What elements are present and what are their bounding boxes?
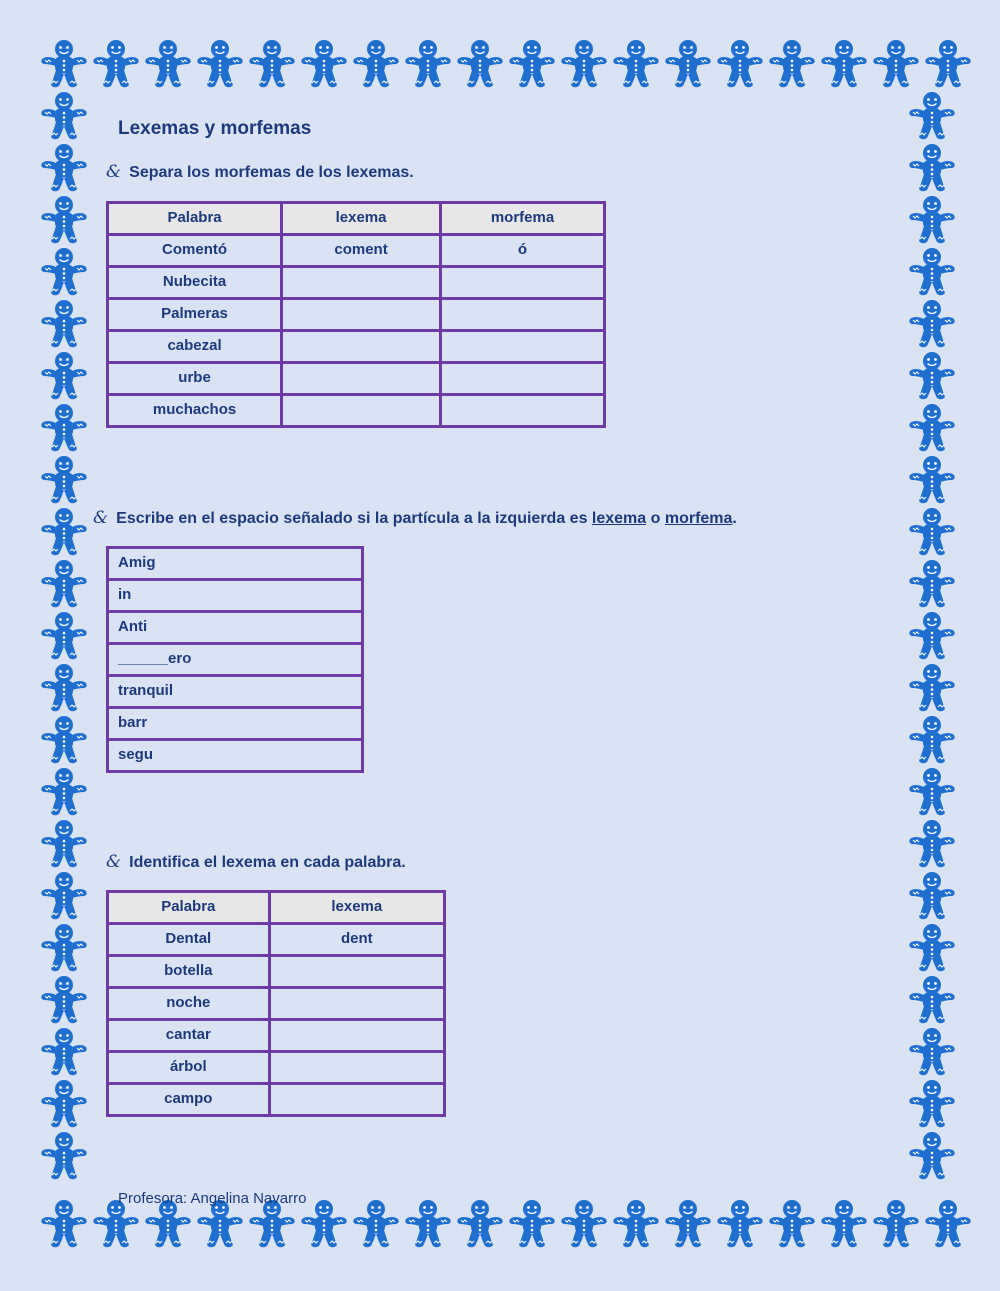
period: .	[732, 510, 737, 527]
page-title: Lexemas y morfemas	[118, 118, 312, 139]
gingerbread-icon	[38, 662, 90, 714]
section1-instruction	[106, 162, 414, 182]
gingerbread-icon	[922, 38, 974, 90]
gingerbread-icon	[906, 974, 958, 1026]
gingerbread-icon	[38, 766, 90, 818]
table-row	[108, 1052, 445, 1084]
gingerbread-icon	[906, 922, 958, 974]
table-row	[108, 676, 363, 708]
lexema-cell[interactable]	[269, 1052, 444, 1084]
column-header: Palabra	[108, 892, 270, 924]
gingerbread-icon	[38, 714, 90, 766]
table-row	[108, 612, 363, 644]
table-row	[108, 267, 605, 299]
particle-cell[interactable]: Anti	[108, 612, 363, 644]
lexema-cell[interactable]	[269, 956, 444, 988]
gingerbread-icon	[906, 142, 958, 194]
gingerbread-icon	[38, 454, 90, 506]
gingerbread-icon	[610, 38, 662, 90]
word-cell: Nubecita	[108, 267, 282, 299]
morfema-cell[interactable]	[441, 395, 605, 427]
table-row	[108, 1020, 445, 1052]
gingerbread-border-top	[38, 38, 974, 90]
lexema-cell[interactable]	[282, 331, 441, 363]
gingerbread-icon	[906, 1026, 958, 1078]
gingerbread-icon	[818, 38, 870, 90]
gingerbread-icon	[38, 350, 90, 402]
gingerbread-icon	[906, 402, 958, 454]
lexema-cell[interactable]	[282, 299, 441, 331]
particle-cell[interactable]: barr	[108, 708, 363, 740]
morfema-cell[interactable]	[441, 363, 605, 395]
gingerbread-icon	[906, 194, 958, 246]
table-row	[108, 956, 445, 988]
word-cell: Dental	[108, 924, 270, 956]
gingerbread-icon	[906, 90, 958, 142]
word-cell: árbol	[108, 1052, 270, 1084]
gingerbread-icon	[906, 870, 958, 922]
gingerbread-icon	[350, 1198, 402, 1250]
gingerbread-icon	[906, 766, 958, 818]
word-cell: noche	[108, 988, 270, 1020]
word-morfema: morfema	[664, 510, 733, 527]
column-header: lexema	[269, 892, 444, 924]
lexeme-table	[106, 890, 446, 1117]
connector: o	[646, 510, 665, 527]
word-cell: cantar	[108, 1020, 270, 1052]
particle-table	[106, 546, 364, 773]
gingerbread-icon	[662, 1198, 714, 1250]
table-row	[108, 548, 363, 580]
particle-cell[interactable]: Amig	[108, 548, 363, 580]
footer-author: Profesora: Angelina Navarro	[118, 1190, 307, 1207]
gingerbread-icon	[298, 38, 350, 90]
table-row	[108, 1084, 445, 1116]
gingerbread-icon	[38, 38, 90, 90]
word-cell: Palmeras	[108, 299, 282, 331]
gingerbread-icon	[38, 246, 90, 298]
gingerbread-icon	[906, 298, 958, 350]
lexema-cell[interactable]	[282, 395, 441, 427]
gingerbread-icon	[922, 1198, 974, 1250]
lexema-cell[interactable]	[269, 1020, 444, 1052]
gingerbread-icon	[906, 714, 958, 766]
gingerbread-icon	[906, 506, 958, 558]
gingerbread-icon	[38, 194, 90, 246]
section1-instruction-text: Separa los morfemas de los lexemas.	[129, 164, 414, 181]
bullet-icon: &	[106, 852, 122, 872]
morpheme-table	[106, 201, 606, 428]
gingerbread-icon	[38, 402, 90, 454]
column-header: morfema	[441, 203, 605, 235]
lexema-cell[interactable]	[269, 1084, 444, 1116]
morfema-cell[interactable]	[441, 267, 605, 299]
table-row	[108, 235, 605, 267]
table-row	[108, 644, 363, 676]
section3-instruction	[106, 852, 406, 872]
gingerbread-icon	[714, 38, 766, 90]
gingerbread-icon	[38, 298, 90, 350]
gingerbread-icon	[906, 1078, 958, 1130]
gingerbread-icon	[38, 1130, 90, 1182]
word-cell: botella	[108, 956, 270, 988]
table-row	[108, 299, 605, 331]
bullet-icon: &	[93, 508, 109, 528]
gingerbread-icon	[38, 974, 90, 1026]
gingerbread-icon	[906, 610, 958, 662]
gingerbread-border-right	[906, 90, 958, 1182]
gingerbread-icon	[38, 870, 90, 922]
gingerbread-icon	[506, 1198, 558, 1250]
gingerbread-icon	[38, 1198, 90, 1250]
particle-cell[interactable]: in	[108, 580, 363, 612]
gingerbread-icon	[558, 38, 610, 90]
gingerbread-icon	[906, 350, 958, 402]
gingerbread-icon	[454, 1198, 506, 1250]
gingerbread-icon	[194, 38, 246, 90]
gingerbread-icon	[38, 610, 90, 662]
particle-cell[interactable]: tranquil	[108, 676, 363, 708]
word-cell: Comentó	[108, 235, 282, 267]
lexema-cell[interactable]	[282, 267, 441, 299]
gingerbread-icon	[818, 1198, 870, 1250]
word-lexema: lexema	[591, 510, 647, 527]
morfema-cell[interactable]: ó	[441, 235, 605, 267]
gingerbread-icon	[38, 818, 90, 870]
gingerbread-icon	[38, 1078, 90, 1130]
table-row	[108, 924, 445, 956]
gingerbread-icon	[38, 142, 90, 194]
particle-cell[interactable]: ______ero	[108, 644, 363, 676]
section3-instruction-text: Identifica el lexema en cada palabra.	[129, 854, 406, 871]
gingerbread-icon	[402, 1198, 454, 1250]
table-row	[108, 988, 445, 1020]
section2-instruction	[93, 508, 737, 528]
word-cell: cabezal	[108, 331, 282, 363]
table-row	[108, 331, 605, 363]
section2-instruction-text: Escribe en el espacio señalado si la partícula a la izquierda es	[116, 510, 592, 527]
gingerbread-icon	[38, 1026, 90, 1078]
gingerbread-icon	[454, 38, 506, 90]
gingerbread-icon	[870, 1198, 922, 1250]
gingerbread-icon	[142, 38, 194, 90]
gingerbread-icon	[506, 38, 558, 90]
lexema-cell[interactable]	[282, 363, 441, 395]
bullet-icon: &	[106, 162, 122, 182]
gingerbread-icon	[38, 922, 90, 974]
particle-cell[interactable]: segu	[108, 740, 363, 772]
gingerbread-icon	[350, 38, 402, 90]
gingerbread-icon	[610, 1198, 662, 1250]
word-cell: muchachos	[108, 395, 282, 427]
gingerbread-icon	[906, 1130, 958, 1182]
gingerbread-icon	[662, 38, 714, 90]
gingerbread-icon	[766, 1198, 818, 1250]
gingerbread-icon	[906, 454, 958, 506]
gingerbread-icon	[38, 558, 90, 610]
gingerbread-icon	[90, 38, 142, 90]
morfema-cell[interactable]	[441, 299, 605, 331]
gingerbread-icon	[402, 38, 454, 90]
gingerbread-icon	[246, 38, 298, 90]
lexema-cell[interactable]	[269, 988, 444, 1020]
column-header: lexema	[282, 203, 441, 235]
gingerbread-icon	[906, 662, 958, 714]
table-row	[108, 708, 363, 740]
column-header: Palabra	[108, 203, 282, 235]
lexema-cell[interactable]: coment	[282, 235, 441, 267]
word-cell: campo	[108, 1084, 270, 1116]
gingerbread-icon	[906, 818, 958, 870]
gingerbread-icon	[38, 506, 90, 558]
gingerbread-icon	[870, 38, 922, 90]
gingerbread-icon	[714, 1198, 766, 1250]
lexema-cell[interactable]: dent	[269, 924, 444, 956]
table-row	[108, 395, 605, 427]
gingerbread-icon	[906, 558, 958, 610]
gingerbread-icon	[766, 38, 818, 90]
word-cell: urbe	[108, 363, 282, 395]
gingerbread-icon	[558, 1198, 610, 1250]
gingerbread-icon	[38, 90, 90, 142]
table-row	[108, 740, 363, 772]
morfema-cell[interactable]	[441, 331, 605, 363]
gingerbread-icon	[906, 246, 958, 298]
gingerbread-border-left	[38, 90, 90, 1182]
table-row	[108, 580, 363, 612]
table-row	[108, 363, 605, 395]
